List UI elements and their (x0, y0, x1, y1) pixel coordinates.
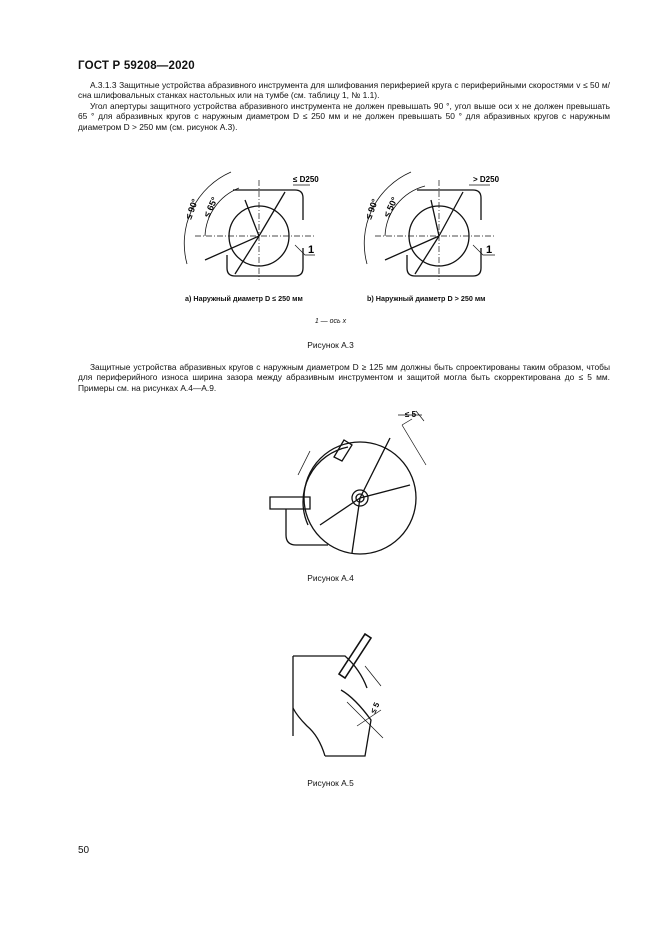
figure-a3-a-drawing (175, 160, 325, 285)
callout-1-a: 1 (308, 244, 315, 256)
diameter-label-b: > D250 (473, 175, 500, 184)
figure-a5-caption: Рисунок А.5 (307, 778, 354, 788)
gap-label-a5: ≤ 5 (368, 701, 382, 715)
page-number: 50 (78, 845, 90, 856)
figure-a4-drawing (262, 405, 442, 565)
figure-a3-legend: 1 — ось x (314, 318, 347, 325)
paragraph-gap (78, 362, 610, 393)
standard-header: ГОСТ Р 59208—2020 (78, 60, 195, 72)
gap-label-a4: ≤ 5 (405, 410, 417, 419)
callout-1-b: 1 (486, 244, 493, 256)
paragraph-a3-1-3 (78, 80, 610, 101)
angle-label-a-inner: ≤ 65° (201, 195, 220, 219)
figure-a5-drawing (285, 628, 395, 758)
figure-a3-b-drawing (355, 160, 505, 285)
angle-label-b-inner: ≤ 50° (381, 195, 400, 219)
guard-outline-b (407, 190, 481, 276)
diameter-label-a: ≤ D250 (293, 175, 319, 184)
figure-a3-sublabel-b: b) Наружный диаметр D > 250 мм (367, 294, 486, 303)
angle-label-a-outer: ≤ 90° (183, 197, 201, 221)
guard-a4 (303, 447, 348, 525)
paragraph-a3-1-3-text: А.3.1.3 Защитные устройства абразивного инструмента для шлифования периферией круга с периферийными скоростями v ≤ 50 м/сна шлифовальных станках настольных или на тумбе (см. таблицу 1, № 1.1). (78, 80, 610, 101)
angle-label-b-outer: ≤ 90° (363, 197, 381, 221)
paragraph-gap-text: Защитные устройства абразивных кругов с наружным диаметром D ≥ 125 мм должны быть спроектированы таким образом, чтобы для периферийного износа ширина зазора между абразивным инструментом и защитой могла быть скорректирована до ≤ 5 мм. Примеры см. на рисунках А.4—А.9. (78, 362, 610, 393)
guard-outline-a (227, 190, 303, 276)
figure-a4-caption: Рисунок А.4 (307, 573, 354, 583)
paragraph-aperture (78, 101, 610, 132)
paragraph-aperture-text: Угол апертуры защитного устройства абразивного инструмента не должен превышать 90 °, угол выше оси x не должен превышать 65 ° для абразивных кругов с наружным диаметром D ≤ 250 мм и не должен превышать 50 ° для абразивных кругов с наружным диаметром D > 250 мм (см. рисунок А.3). (78, 101, 610, 132)
figure-a3-sublabel-a: a) Наружный диаметр D ≤ 250 мм (185, 294, 303, 303)
figure-a3-caption: Рисунок А.3 (307, 340, 354, 350)
